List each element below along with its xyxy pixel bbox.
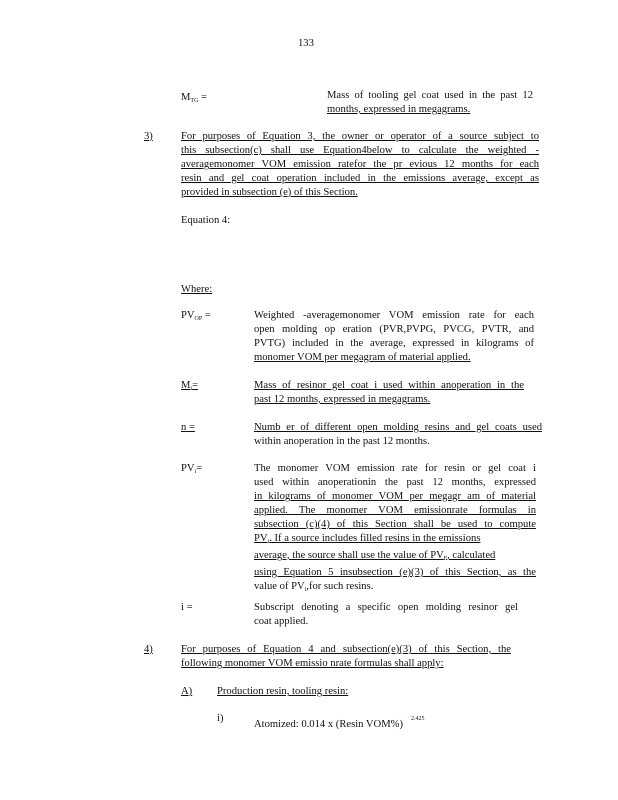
def-symbol-mi: $M_i=$ xyxy=(181,380,199,392)
where-label: Where: xyxy=(181,284,213,295)
def-symbol-n: n = xyxy=(181,422,195,433)
def-text-i: Subscript denoting a specific open molding resinor gel coat applied. xyxy=(254,602,518,627)
def-symbol-pvop: $PV_{OP}$ = xyxy=(181,310,211,322)
def-text-pvi: The monomer VOM emission rate for resin or gel coat i used within anoperationin the past 12 months, expressed in kilograms of monomer VOM per megagr am of material applied. The monomer VOM emissionrate formulas in subsection (c)(4) of this Section shall be used to compute $PV_i$. If a source includes filled resins in the emissions average, the source shall use the value of $PV_F$, calculated using Equation 5 insubsection (e)(3) of this Section, as the value of $PV_i,for$ such resins. xyxy=(254,463,536,593)
def-text-mi: Mass of resinor gel coat i used within anoperation in the past 12 months, expressed in megagrams. xyxy=(254,380,524,405)
def-text-n: Numb er of different open molding resins and gel coats used within anoperation in the past 12 months. xyxy=(254,422,542,447)
def-symbol-pvi: $PV_i=$ xyxy=(181,463,203,475)
item-i-label: i) xyxy=(217,713,224,724)
def-symbol-i: i = xyxy=(181,602,193,613)
item-3-text: For purposes of Equation 3, the owner or operator of a source subject to this subsection(c) shall use Equation4below to calculate the weighted - averagemonomer VOM emission ratefor the pr evious 12 months for each resin and gel coat operation included in the emissions average, except as provided in subsection (e) of this Section. xyxy=(181,131,539,198)
item-a-text: Production resin, tooling resin: xyxy=(217,686,349,697)
item-4-text: For purposes of Equation 4 and subsection(e)(3) of this Section, the following monomer VOM emissio nrate formulas shall apply: xyxy=(181,644,511,669)
def-symbol-mtg: $M_{TG}$ = xyxy=(181,92,208,104)
item-a-label: A) xyxy=(181,686,193,697)
item-3-label: 3) xyxy=(144,131,153,142)
equation-4-label: Equation 4: xyxy=(181,215,231,226)
item-4-label: 4) xyxy=(144,644,153,655)
def-text-mtg: Mass of tooling gel coat used in the past 12 months, expressed in megagrams. xyxy=(327,90,533,115)
page-number: 133 xyxy=(298,38,314,49)
item-i-formula: Atomized: 0.014 x (Resin VOM%) $^{2.425}$ xyxy=(254,716,425,730)
def-text-pvop: Weighted -averagemonomer VOM emission rate for each open molding op eration (PVR,PVPG, PVCG, PVTR, and PVTG) included in the average, expressed in kilograms of monomer VOM per megagram of material applied. xyxy=(254,310,534,363)
